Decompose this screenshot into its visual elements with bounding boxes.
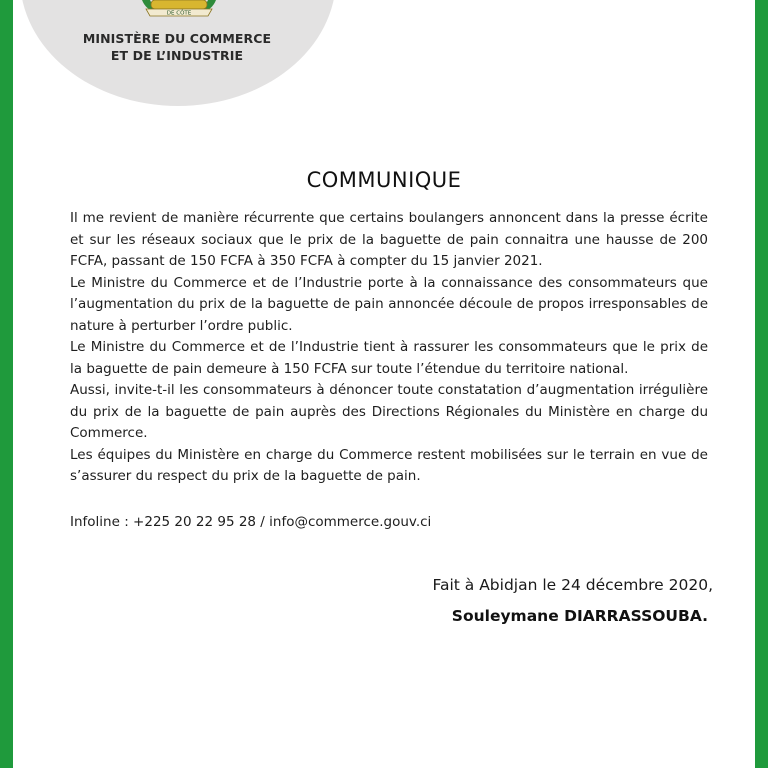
left-green-border xyxy=(0,0,13,768)
coat-of-arms-emblem xyxy=(136,0,222,18)
contact-infoline: Infoline : +225 20 22 95 28 / info@commerce.gouv.ci xyxy=(70,514,432,530)
ministry-name-line2: ET DE L’INDUSTRIE xyxy=(110,48,244,63)
paragraph-3: Le Ministre du Commerce et de l’Industrie tient à rassurer les consommateurs que le prix de la baguette de pain demeure à 150 FCFA sur toute l’étendue du territoire national. xyxy=(70,339,708,377)
place-and-date: Fait à Abidjan le 24 décembre 2020, xyxy=(432,576,713,594)
document-title: COMMUNIQUE xyxy=(306,168,462,192)
paragraph-1: Il me revient de manière récurrente que certains boulangers annoncent dans la presse écrite et sur les réseaux sociaux que le prix de la baguette de pain connaitra une hausse de 200 FCFA, passant de 150 FCFA à 350 FCFA à compter du 15 janvier 2021. xyxy=(70,210,708,269)
ministry-name-line1: MINISTÈRE DU COMMERCE xyxy=(82,31,272,46)
paragraph-4: Aussi, invite-t-il les consommateurs à dénoncer toute constatation d’augmentation irrégulière du prix de la baguette de pain auprès des Directions Régionales du Ministère en charge du Commerce. xyxy=(70,382,708,441)
ministry-name xyxy=(72,30,282,64)
signatory-name: Souleymane DIARRASSOUBA. xyxy=(451,607,708,625)
paragraph-5: Les équipes du Ministère en charge du Commerce restent mobilisées sur le terrain en vue de s’assurer du respect du prix de la baguette de pain. xyxy=(70,446,708,484)
communique-body xyxy=(70,208,708,488)
emblem-banner-text: DE CÔTE xyxy=(166,10,192,17)
right-green-border xyxy=(755,0,768,768)
paragraph-2: Le Ministre du Commerce et de l’Industrie porte à la connaissance des consommateurs que l’augmentation du prix de la baguette de pain annoncée découle de propos irresponsables de nature à perturber l’ordre public. xyxy=(70,274,708,334)
